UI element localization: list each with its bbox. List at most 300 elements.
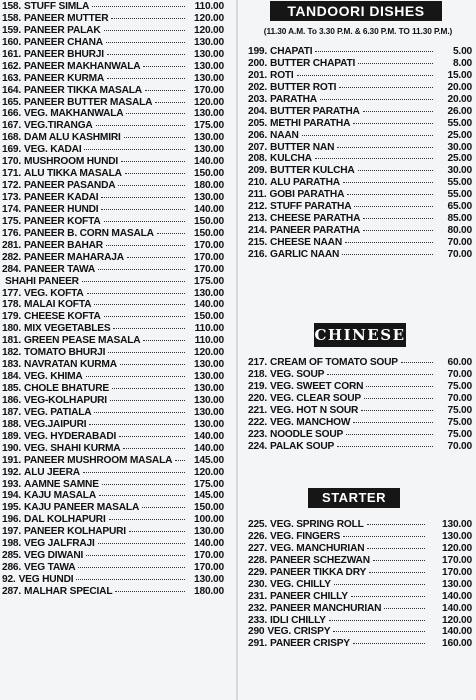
item-name: PANEER KOLHAPURI xyxy=(24,526,126,538)
item-price: 70.00 xyxy=(447,248,472,260)
item-number: 168. xyxy=(2,132,22,144)
item-name: DAM ALU KASHMIRI xyxy=(24,132,121,144)
item-price: 100.00 xyxy=(194,514,224,526)
leader-dots xyxy=(329,612,425,621)
item-number: 205. xyxy=(248,117,268,129)
leader-dots xyxy=(99,487,185,496)
leader-dots xyxy=(345,234,433,243)
leader-dots xyxy=(119,428,185,437)
menu-item xyxy=(248,368,472,380)
item-number: 169. xyxy=(2,144,22,156)
item-number: 178. xyxy=(2,299,22,311)
item-price: 175.00 xyxy=(194,120,224,132)
item-name: PANEER KURMA xyxy=(24,72,105,84)
item-number: 196. xyxy=(2,514,22,526)
leader-dots xyxy=(118,177,185,186)
item-name: VEG. SOUP xyxy=(270,368,325,380)
item-name: NOODLE SOUP xyxy=(270,428,344,440)
item-price: 170.00 xyxy=(442,554,472,566)
item-number: 213. xyxy=(248,213,268,225)
item-number: 211. xyxy=(248,189,267,201)
main-course-list xyxy=(2,0,224,597)
starter-list xyxy=(248,518,472,649)
item-price: 140.00 xyxy=(194,430,224,442)
item-name: BUTTER ROTI xyxy=(270,81,337,93)
chinese-list xyxy=(248,356,472,452)
leader-dots xyxy=(76,571,185,580)
item-name: DAL KOLHAPURI xyxy=(24,514,106,526)
item-price: 120.00 xyxy=(194,466,224,478)
leader-dots xyxy=(101,189,185,198)
leader-dots xyxy=(107,70,185,79)
menu-item xyxy=(2,167,224,179)
item-number: 282. xyxy=(2,251,22,263)
item-name: MALHAR SPECIAL xyxy=(24,585,113,597)
item-price: 75.00 xyxy=(447,404,472,416)
item-name: VEG. CHILLY xyxy=(270,578,331,590)
item-price: 140.00 xyxy=(194,299,224,311)
leader-dots xyxy=(337,438,433,447)
menu-item xyxy=(2,430,224,442)
item-name: ROTI xyxy=(270,69,294,81)
leader-dots xyxy=(120,356,185,365)
item-number: 209. xyxy=(248,165,268,177)
item-price: 140.00 xyxy=(194,203,224,215)
leader-dots xyxy=(353,414,433,423)
item-number: 204. xyxy=(248,105,268,117)
item-price: 175.00 xyxy=(194,478,224,490)
item-name: SHAHI PANEER xyxy=(5,275,79,287)
item-name: VEG-KOLHAPURI xyxy=(24,394,107,406)
item-name: STUFF SIMLA xyxy=(24,1,90,12)
item-price: 20.00 xyxy=(447,81,472,93)
leader-dots xyxy=(363,210,433,219)
item-name: CREAM OF TOMATO SOUP xyxy=(270,357,398,368)
leader-dots xyxy=(401,354,433,363)
item-price: 170.00 xyxy=(194,263,224,275)
item-name: VEG. CRISPY xyxy=(267,626,331,638)
item-price: 145.00 xyxy=(194,454,224,466)
item-number: 285. xyxy=(2,550,22,562)
item-name: VEG. SHAHI KURMA xyxy=(24,442,121,454)
item-name: ALU TIKKA MASALA xyxy=(24,168,122,180)
item-number: 187. xyxy=(2,406,22,418)
leader-dots xyxy=(109,511,185,520)
item-number: 214. xyxy=(248,225,268,237)
item-price: 110.00 xyxy=(194,1,224,12)
item-number: 198. xyxy=(2,538,22,550)
leader-dots xyxy=(101,201,185,210)
leader-dots xyxy=(175,452,185,461)
item-number: 188. xyxy=(2,418,22,430)
item-number: 167. xyxy=(2,120,22,132)
item-price: 60.00 xyxy=(447,357,472,368)
menu-item xyxy=(2,489,224,501)
item-price: 70.00 xyxy=(447,368,472,380)
item-price: 75.00 xyxy=(447,416,472,428)
leader-dots xyxy=(86,547,185,556)
item-price: 75.00 xyxy=(447,380,472,392)
leader-dots xyxy=(367,516,425,525)
item-name: VEG. HYDERABADI xyxy=(24,430,117,442)
item-name: CHOLE BHATURE xyxy=(24,383,109,394)
item-price: 20.00 xyxy=(447,93,472,105)
leader-dots xyxy=(339,79,433,88)
leader-dots xyxy=(111,10,185,19)
tandoori-timing: (11.30 A.M. To 3.30 P.M. & 6.30 P.M. TO 11.30 P.M.) xyxy=(263,26,453,36)
item-name: NAVRATAN KURMA xyxy=(24,359,117,371)
item-price: 75.00 xyxy=(447,428,472,440)
item-number: 158. xyxy=(2,12,22,24)
item-name: CHEESE PARATHA xyxy=(270,213,361,225)
item-price: 30.00 xyxy=(447,141,472,153)
item-price: 80.00 xyxy=(447,225,472,237)
item-name: BUTTER PARATHA xyxy=(270,105,360,117)
menu-item xyxy=(2,418,224,430)
item-name: PANEER MANCHURIAN xyxy=(270,602,382,614)
item-price: 140.00 xyxy=(194,442,224,454)
leader-dots xyxy=(343,528,425,537)
item-number: 193. xyxy=(2,478,22,490)
leader-dots xyxy=(367,540,425,549)
item-price: 130.00 xyxy=(442,578,472,590)
item-name: PANEER TIKKA MASALA xyxy=(24,84,142,96)
leader-dots xyxy=(115,583,185,592)
starter-heading: STARTER xyxy=(308,488,400,508)
leader-dots xyxy=(373,552,425,561)
leader-dots xyxy=(124,129,185,138)
item-name: PANEER CHANA xyxy=(24,36,103,48)
menu-item xyxy=(2,585,224,597)
item-number: 220. xyxy=(248,392,268,404)
item-name: PANEER TAWA xyxy=(24,263,96,275)
item-number: 286. xyxy=(2,562,22,574)
item-price: 130.00 xyxy=(194,36,224,48)
item-price: 130.00 xyxy=(194,287,224,299)
item-number: 223. xyxy=(248,428,268,440)
leader-dots xyxy=(297,67,433,76)
menu-item xyxy=(248,554,472,566)
item-number: 191. xyxy=(2,454,22,466)
item-price: 150.00 xyxy=(194,168,224,180)
item-price: 25.00 xyxy=(447,129,472,141)
item-number: 177. xyxy=(2,287,22,299)
item-number: 222. xyxy=(248,416,268,428)
leader-dots xyxy=(327,366,433,375)
leader-dots xyxy=(108,344,185,353)
item-number: 230. xyxy=(248,578,268,590)
item-number: 202. xyxy=(248,81,268,93)
item-number: 281. xyxy=(2,239,22,251)
menu-item xyxy=(2,96,224,108)
item-name: METHI PARATHA xyxy=(270,117,351,129)
item-name: BUTTER CHAPATI xyxy=(270,57,356,69)
leader-dots xyxy=(94,296,185,305)
item-name: VEG HUNDI xyxy=(18,574,74,585)
column-divider xyxy=(236,0,238,700)
leader-dots xyxy=(106,34,185,43)
item-name: VEG. PATIALA xyxy=(24,406,92,418)
item-price: 110.00 xyxy=(194,323,224,335)
item-number: 175. xyxy=(2,215,22,227)
item-price: 65.00 xyxy=(447,201,472,213)
item-price: 130.00 xyxy=(442,519,472,530)
leader-dots xyxy=(361,402,433,411)
item-price: 170.00 xyxy=(442,566,472,578)
leader-dots xyxy=(87,285,185,294)
item-number: 217. xyxy=(248,357,268,368)
leader-dots xyxy=(315,150,433,159)
item-name: VEG. SPRING ROLL xyxy=(270,519,364,530)
item-name: MIX VEGETABLES xyxy=(24,323,111,335)
item-name: PANEER TIKKA DRY xyxy=(270,566,367,578)
leader-dots xyxy=(126,105,185,114)
menu-item xyxy=(2,513,224,525)
leader-dots xyxy=(145,82,185,91)
leader-dots xyxy=(315,43,433,52)
chinese-heading: CHINESE xyxy=(314,323,406,347)
item-number: 210. xyxy=(248,177,268,189)
item-number: 224. xyxy=(248,440,268,452)
item-name: PANEER CRISPY xyxy=(270,638,350,650)
item-price: 8.00 xyxy=(452,57,472,69)
item-name: PANEER BAHAR xyxy=(24,239,103,251)
item-name: ALU PARATHA xyxy=(270,177,340,189)
item-price: 55.00 xyxy=(447,189,472,201)
leader-dots xyxy=(125,165,185,174)
item-price: 130.00 xyxy=(194,526,224,538)
menu-item xyxy=(248,542,472,554)
leader-dots xyxy=(346,426,433,435)
item-name: PANEER KOFTA xyxy=(24,215,101,227)
menu-item xyxy=(2,239,224,251)
item-number: 170. xyxy=(2,156,22,168)
item-number: 158. xyxy=(2,1,22,12)
item-number: 184. xyxy=(2,371,22,383)
item-number: 197. xyxy=(2,526,22,538)
item-price: 130.00 xyxy=(194,192,224,203)
item-price: 130.00 xyxy=(194,60,224,72)
leader-dots xyxy=(142,499,185,508)
item-name: VEG. CLEAR SOUP xyxy=(270,392,361,404)
item-price: 160.00 xyxy=(442,638,472,650)
item-name: CHAPATI xyxy=(270,46,313,57)
item-number: 216. xyxy=(248,248,268,260)
item-name: VEG. FINGERS xyxy=(270,530,341,542)
item-number: 291. xyxy=(248,638,268,650)
item-number: 190. xyxy=(2,442,22,454)
item-name: ALU JEERA xyxy=(24,466,80,478)
item-name: VEG.TIRANGA xyxy=(24,120,93,132)
leader-dots xyxy=(155,94,185,103)
item-name: IDLI CHILLY xyxy=(270,614,326,626)
leader-dots xyxy=(364,390,433,399)
item-name: PANEER PALAK xyxy=(24,24,101,36)
item-number: 180. xyxy=(2,323,22,335)
item-price: 130.00 xyxy=(194,72,224,84)
item-name: PANEER MUTTER xyxy=(24,12,109,24)
menu-item xyxy=(2,346,224,358)
item-number: 200. xyxy=(248,57,268,69)
item-number: 181. xyxy=(2,335,22,347)
leader-dots xyxy=(129,523,185,532)
item-price: 130.00 xyxy=(194,418,224,430)
leader-dots xyxy=(143,58,185,67)
menu-item xyxy=(248,392,472,404)
item-price: 130.00 xyxy=(194,108,224,120)
leader-dots xyxy=(107,46,185,55)
leader-dots xyxy=(89,416,185,425)
right-column xyxy=(240,0,476,700)
item-price: 110.00 xyxy=(194,335,224,347)
leader-dots xyxy=(112,380,185,389)
item-name: VEG. KADAI xyxy=(24,144,82,156)
item-price: 140.00 xyxy=(442,626,472,638)
leader-dots xyxy=(157,225,185,234)
menu-item xyxy=(248,530,472,542)
item-name: CHEESE NAAN xyxy=(270,237,342,248)
item-number: 192. xyxy=(2,466,22,478)
item-number: 199. xyxy=(248,46,268,57)
leader-dots xyxy=(92,0,185,7)
leader-dots xyxy=(110,392,185,401)
item-name: BUTTER NAN xyxy=(270,141,335,153)
item-number: 183. xyxy=(2,359,22,371)
item-number: 172. xyxy=(2,180,22,192)
item-name: STUFF PARATHA xyxy=(270,201,352,213)
item-number: 218. xyxy=(248,368,268,380)
item-price: 55.00 xyxy=(447,177,472,189)
leader-dots xyxy=(84,141,185,150)
item-price: 130.00 xyxy=(194,574,224,585)
leader-dots xyxy=(86,368,185,377)
left-column xyxy=(0,0,234,700)
leader-dots xyxy=(363,103,433,112)
item-price: 130.00 xyxy=(194,48,224,60)
item-name: PANEER MAHARAJA xyxy=(24,251,124,263)
menu-item xyxy=(248,637,472,649)
item-name: PANEER B. CORN MASALA xyxy=(24,227,154,239)
item-name: PANEER MAKHANWALA xyxy=(24,60,141,72)
item-price: 175.00 xyxy=(194,275,224,287)
item-number: 203. xyxy=(248,93,268,105)
leader-dots xyxy=(98,535,185,544)
item-price: 30.00 xyxy=(447,165,472,177)
tandoori-heading: TANDOORI DISHES xyxy=(270,1,442,21)
item-price: 130.00 xyxy=(194,383,224,394)
item-number: 160. xyxy=(2,36,22,48)
menu-item xyxy=(2,72,224,84)
item-number: 221. xyxy=(248,404,268,416)
leader-dots xyxy=(358,55,433,64)
item-name: GREEN PEASE MASALA xyxy=(24,335,141,347)
menu-item xyxy=(2,84,224,96)
item-number: 185. xyxy=(2,383,22,394)
item-price: 145.00 xyxy=(194,490,224,502)
item-price: 130.00 xyxy=(194,406,224,418)
item-price: 85.00 xyxy=(447,213,472,225)
item-price: 140.00 xyxy=(442,590,472,602)
leader-dots xyxy=(302,127,433,136)
item-name: VEG TAWA xyxy=(24,562,76,574)
item-name: NAAN xyxy=(270,129,299,141)
item-number: 166. xyxy=(2,108,22,120)
menu-item xyxy=(2,155,224,167)
item-number: 215. xyxy=(248,237,268,248)
item-number: 189. xyxy=(2,430,22,442)
item-name: PANEER HUNDI xyxy=(24,203,99,215)
menu-item xyxy=(2,442,224,454)
item-number: 208. xyxy=(248,153,268,165)
item-price: 130.00 xyxy=(194,371,224,383)
item-name: KAJU MASALA xyxy=(24,490,96,502)
item-number: 92. xyxy=(2,574,16,585)
item-number: 163. xyxy=(2,72,22,84)
item-number: 228. xyxy=(248,554,268,566)
item-number: 219. xyxy=(248,380,268,392)
leader-dots xyxy=(94,404,185,413)
leader-dots xyxy=(333,623,425,632)
leader-dots xyxy=(96,117,185,126)
item-name: CHEESE KOFTA xyxy=(24,311,101,323)
item-name: VEG JALFRAJI xyxy=(24,538,95,550)
leader-dots xyxy=(363,222,433,231)
item-price: 150.00 xyxy=(194,311,224,323)
leader-dots xyxy=(121,153,185,162)
item-price: 120.00 xyxy=(194,96,224,108)
leader-dots xyxy=(354,198,433,207)
item-name: VEG. KOFTA xyxy=(24,287,84,299)
item-name: PANEER BHURJI xyxy=(24,48,104,60)
item-name: VEG. MANCHOW xyxy=(270,416,351,428)
leader-dots xyxy=(351,588,425,597)
item-name: VEG. MAKHANWALA xyxy=(24,108,124,120)
item-number: 284. xyxy=(2,263,22,275)
item-price: 170.00 xyxy=(194,239,224,251)
menu-item xyxy=(248,248,472,260)
leader-dots xyxy=(342,246,433,255)
item-price: 15.00 xyxy=(447,69,472,81)
leader-dots xyxy=(104,22,186,31)
leader-dots xyxy=(102,476,185,485)
item-number: 165. xyxy=(2,96,22,108)
leader-dots xyxy=(82,273,185,282)
item-price: 150.00 xyxy=(194,215,224,227)
menu-item xyxy=(2,143,224,155)
leader-dots xyxy=(98,261,185,270)
item-price: 140.00 xyxy=(194,156,224,168)
item-number: 161. xyxy=(2,48,22,60)
item-number: 232. xyxy=(248,602,268,614)
item-name: VEG DIWANI xyxy=(24,550,84,562)
item-number: 195. xyxy=(2,502,22,514)
leader-dots xyxy=(358,162,433,171)
leader-dots xyxy=(123,440,185,449)
item-name: GARLIC NAAN xyxy=(270,248,340,260)
item-name: KULCHA xyxy=(270,153,312,165)
menu-item xyxy=(248,590,472,602)
menu-item xyxy=(248,212,472,224)
leader-dots xyxy=(106,237,185,246)
leader-dots xyxy=(369,564,425,573)
item-price: 170.00 xyxy=(194,84,224,96)
item-number: 179. xyxy=(2,311,22,323)
item-name: VEG. MANCHURIAN xyxy=(270,542,365,554)
menu-item xyxy=(248,380,472,392)
leader-dots xyxy=(366,378,433,387)
item-number: 229. xyxy=(248,566,268,578)
leader-dots xyxy=(143,332,185,341)
